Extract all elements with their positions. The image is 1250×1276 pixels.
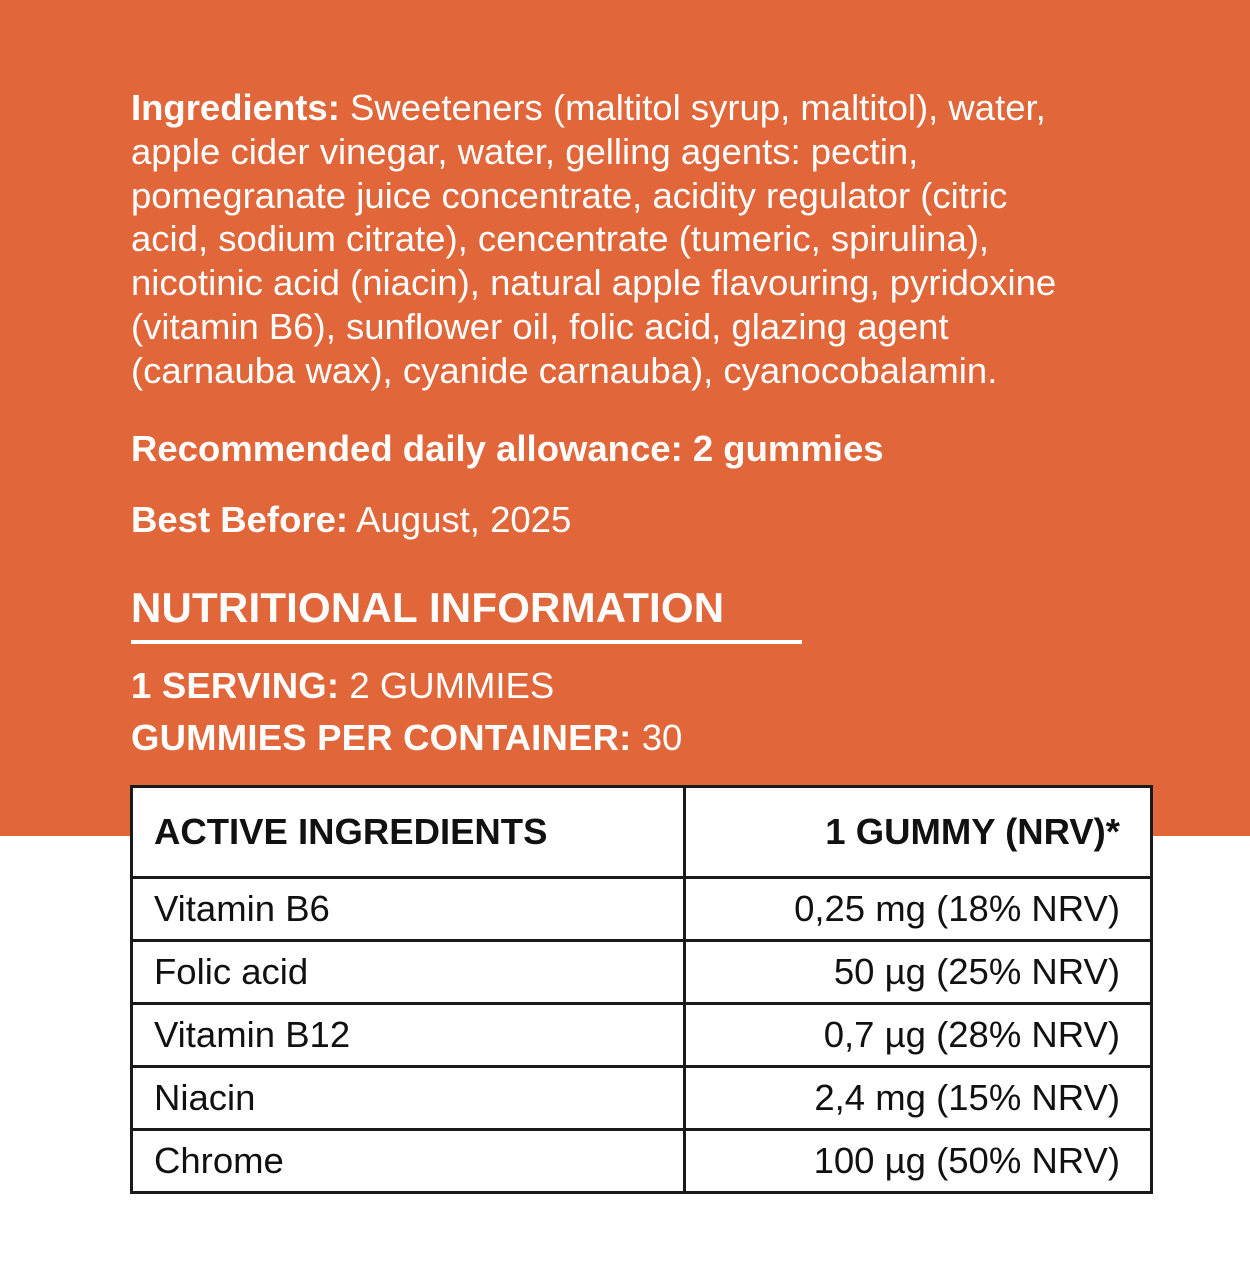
ingredients-line: acid, sodium citrate), cencentrate (tumeric, spirulina), (131, 218, 990, 260)
ingredient-amount: 100 µg (50% NRV) (684, 1130, 1151, 1193)
ingredients-line: apple cider vinegar, water, gelling agents: pectin, (131, 130, 919, 172)
table-row (132, 1004, 1152, 1067)
table-header-row (132, 787, 1152, 878)
ingredients-label: Ingredients: (131, 87, 340, 128)
ingredient-name: Vitamin B6 (132, 878, 685, 941)
nutritional-information-title: NUTRITIONAL INFORMATION (131, 582, 802, 644)
ingredient-name: Folic acid (132, 941, 685, 1004)
recommended-daily-allowance: Recommended daily allowance: 2 gummies (131, 428, 884, 469)
best-before-label: Best Before: (131, 499, 349, 540)
ingredient-name: Vitamin B12 (132, 1004, 685, 1067)
serving-label: 1 SERVING: (131, 665, 340, 706)
table-row (132, 1130, 1152, 1193)
label-content (131, 86, 1171, 758)
ingredients-line: (carnauba wax), cyanide carnauba), cyanocobalamin. (131, 349, 998, 391)
column-header-ingredients: ACTIVE INGREDIENTS (132, 787, 685, 878)
ingredient-name: Niacin (132, 1067, 685, 1130)
ingredient-amount: 0,7 µg (28% NRV) (684, 1004, 1151, 1067)
container-label: GUMMIES PER CONTAINER: (131, 717, 632, 758)
ingredient-name: Chrome (132, 1130, 685, 1193)
container-value: 30 (631, 717, 683, 758)
best-before (131, 499, 571, 541)
table-row (132, 1067, 1152, 1130)
gummies-per-container (131, 717, 682, 759)
table-row (132, 878, 1152, 941)
ingredients-line: nicotinic acid (niacin), natural apple flavouring, pyridoxine (131, 262, 1057, 304)
ingredients-line (131, 86, 1171, 130)
serving-size (131, 665, 554, 707)
ingredient-amount: 2,4 mg (15% NRV) (684, 1067, 1151, 1130)
active-ingredients-table (130, 785, 1153, 1194)
column-header-amount: 1 GUMMY (NRV)* (684, 787, 1151, 878)
ingredients-paragraph (131, 86, 1171, 393)
serving-value: 2 GUMMIES (339, 665, 555, 706)
ingredients-line: pomegranate juice concentrate, acidity regulator (citric (131, 174, 1008, 216)
table-row (132, 941, 1152, 1004)
ingredient-amount: 0,25 mg (18% NRV) (684, 878, 1151, 941)
ingredients-line: (vitamin B6), sunflower oil, folic acid, glazing agent (131, 305, 949, 347)
ingredient-amount: 50 µg (25% NRV) (684, 941, 1151, 1004)
best-before-value: August, 2025 (348, 499, 572, 540)
ingredients-text: Sweeteners (maltitol syrup, maltitol), water, (339, 87, 1046, 128)
